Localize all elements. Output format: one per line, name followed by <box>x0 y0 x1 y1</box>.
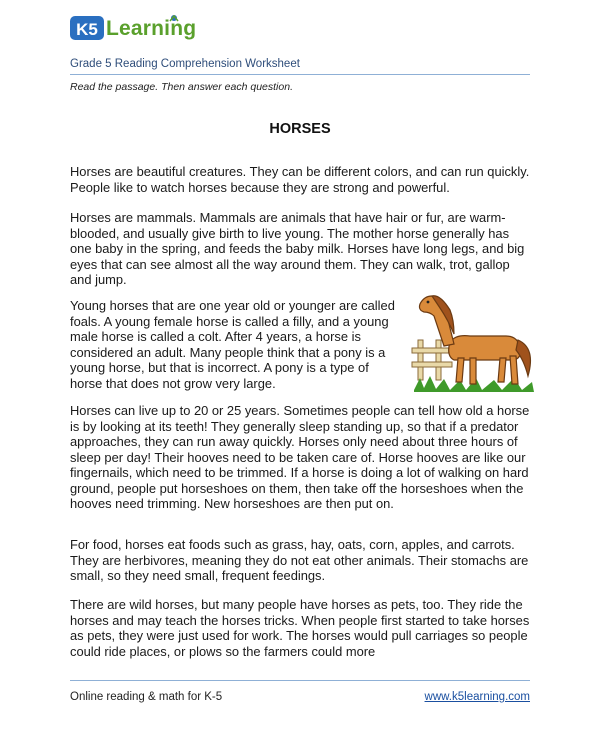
page-title: HORSES <box>269 121 331 137</box>
paragraph-3: Young horses that are one year old or younger are called foals. A young female horse is called a filly, and a young male horse is called a colt. After 4 years, a horse is considered an adult. Many people think that a pony is a young horse, but that is incorrect. A pony is a type of horse that does not grow very large. <box>70 298 395 391</box>
horse-illustration <box>410 290 538 396</box>
instructions: Read the passage. Then answer each question. <box>70 81 293 93</box>
paragraph-1: Horses are beautiful creatures. They can be different colors, and can run quickly. People like to watch horses because they are strong and powerful. <box>70 164 530 195</box>
footer-tagline: Online reading & math for K-5 <box>70 691 223 703</box>
worksheet-subtitle: Grade 5 Reading Comprehension Worksheet <box>70 58 300 70</box>
footer-website-link[interactable]: www.k5learning.com <box>424 691 530 703</box>
footer-divider <box>70 680 530 681</box>
logo-badge: K5 <box>76 20 98 39</box>
paragraph-2: Horses are mammals. Mammals are animals that have hair or fur, are warm-blooded, and usually give birth to live young. The mother horse generally has one baby in the spring, and feeds the baby milk. Horses have long legs, and big eyes that can see almost all the way around them. They can walk, trot, gallop and jump. <box>70 210 525 287</box>
paragraph-6: There are wild horses, but many people have horses as pets, too. They ride the horses and may teach the horses tricks. When people first started to take horses as pets, they were just used for work. The horses would pull carriages so people could ride places, or plows so the farmers could more <box>70 597 530 659</box>
paragraph-5: For food, horses eat foods such as grass, hay, oats, corn, apples, and carrots. They are herbivores, meaning they do not eat other animals. Their stomachs are small, so they need small, frequent feedings. <box>70 537 529 583</box>
paragraph-4: Horses can live up to 20 or 25 years. Sometimes people can tell how old a horse is by looking at its teeth! They generally sleep standing up, so that if a predator approaches, they can run away quickly. Horses only need about three hours of sleep per day! Their hooves need to be taken care of. Horse hooves are like our fingernails, which need to be trimmed. If a horse is doing a lot of walking on hard ground, people put horseshoes on them, then take off the horseshoes when the hooves need trimming. New horseshoes are then put on. <box>70 403 530 511</box>
header-divider <box>70 74 530 75</box>
logo-wordmark: Learning <box>106 17 197 40</box>
